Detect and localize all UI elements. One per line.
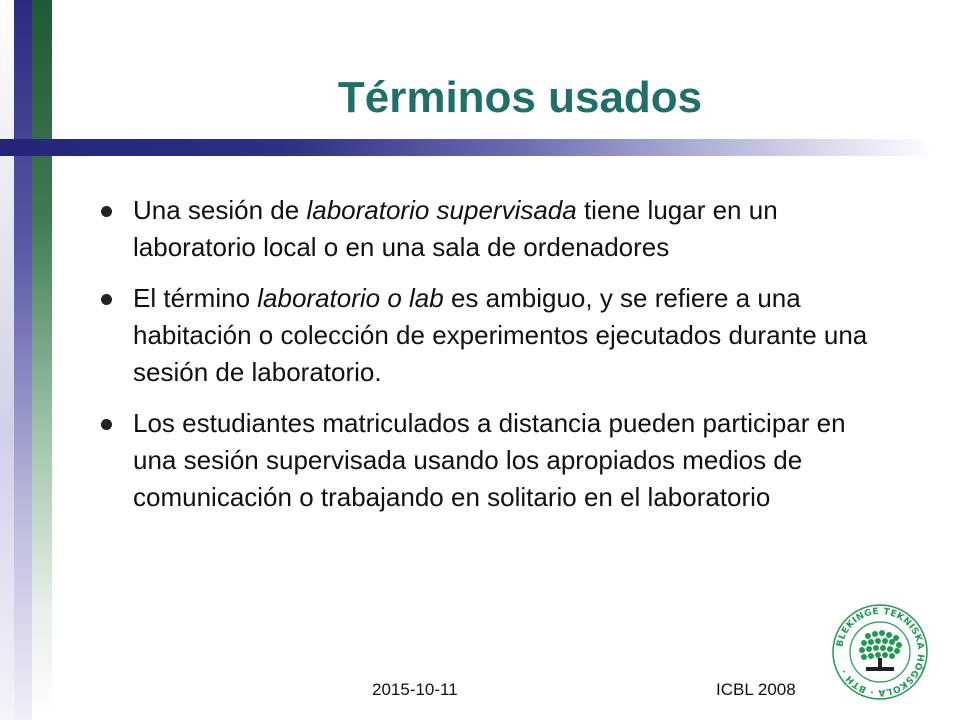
bullet-text-post: es ambiguo, y se refiere a una habitación o colección de experimentos ejecutados durante una sesión de laboratorio. — [133, 283, 868, 387]
bullet-list — [96, 192, 896, 530]
bullet-text-post: tiene lugar en un laboratorio local o en una sala de ordenadores — [133, 195, 778, 262]
svg-text:BLEKINGE TEKNISKA HÖGSKOLA · B: BLEKINGE TEKNISKA HÖGSKOLA · BTH · — [835, 606, 926, 698]
bullet-dot-icon — [101, 419, 112, 430]
left-decorative-bar — [0, 0, 54, 720]
bullet-item — [96, 280, 896, 391]
bullet-text-pre: Una sesión de — [133, 195, 307, 225]
bullet-dot-icon — [101, 294, 112, 305]
left-bar-stripe-green — [32, 0, 52, 720]
bullet-text-emphasis: laboratorio o lab — [257, 283, 444, 313]
slide-title: Términos usados — [337, 73, 703, 122]
bullet-item — [96, 192, 896, 266]
bth-tree-logo-icon — [830, 600, 930, 704]
bullet-text-pre: Los estudiantes matriculados a distancia pueden participar en una sesión supervisada usando los apropiados medios de comunicación o trabajando en solitario en el laboratorio — [133, 408, 846, 512]
bth-logo-svg — [830, 600, 930, 704]
footer-date: 2015-10-11 — [372, 680, 458, 699]
title-underline-bar — [0, 139, 935, 156]
left-bar-stripe-light — [0, 0, 14, 720]
bullet-text-pre: El término — [133, 283, 258, 313]
bullet-text-emphasis: laboratorio supervisada — [306, 195, 577, 225]
bullet-dot-icon — [101, 206, 112, 217]
left-bar-stripe-blue — [14, 0, 32, 720]
footer-conference: ICBL 2008 — [716, 680, 796, 699]
bullet-item — [96, 405, 896, 516]
